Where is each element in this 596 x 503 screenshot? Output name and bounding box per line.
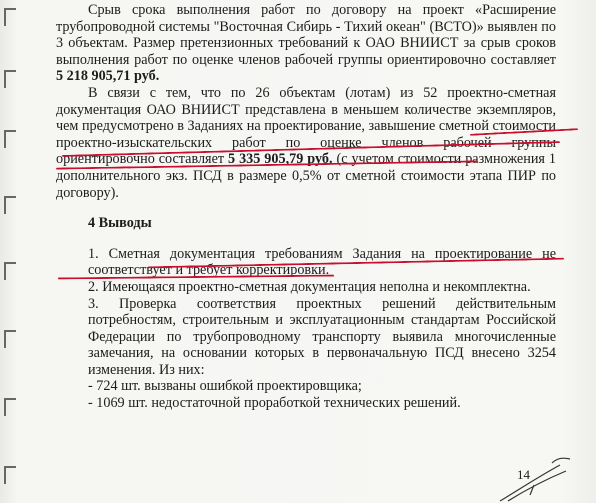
conclusion-item-2: 2. Имеющаяся проектно-сметная документация неполна и некомплектна. xyxy=(88,278,531,295)
paragraph-overprice-text: В связи с тем, что по 26 объектам (лотам) из 52 проектно-сметная документация ОАО ВНИИСТ представлена в меньшем количестве экземпляров, чем предусмотрено в Заданиях на проектирование, завышение сметной стоимости проектно-изыскательских работ по оценке членов рабочей группы ориентировочно составляет xyxy=(56,84,557,168)
paragraph-overprice-end: (с учетом стоимости размножения 1 дополнительного экз. ПСД в размере 0,5% от сметной стоимости этапа ПИР по договору). xyxy=(56,151,556,201)
section-heading: 4 Выводы xyxy=(88,215,152,232)
conclusion-item-3: 3. Проверка соответствия проектных решений действительным потребностям, строительным и эксплуатационным стандартам Российской Федерации по трубопроводному транспорту выявила многочисленные замечания, на основании которых в первоначальную ПСД внесено 3254 изменения. Из них: xyxy=(88,295,556,378)
page-number: 14 xyxy=(517,467,530,482)
binder-mark xyxy=(4,130,16,148)
binder-holes xyxy=(0,0,22,503)
amount-claims: 5 218 905,71 руб. xyxy=(56,68,160,85)
binder-mark xyxy=(4,70,16,88)
binder-mark xyxy=(4,262,16,280)
binder-mark xyxy=(4,330,16,348)
paragraph-delay xyxy=(56,2,556,85)
binder-mark xyxy=(4,398,16,416)
paragraph-delay-text: Срыв срока выполнения работ по договору на проект «Расширение трубопроводной системы "Восточная Сибирь - Тихий океан" (ВСТО)» выявлен по 3 объектам. Размер претензионных требований к ОАО ВНИИСТ за срыв сроков выполнения работ по оценке членов рабочей группы ориентировочно составляет xyxy=(56,2,556,68)
document-body xyxy=(56,2,556,412)
amount-overprice: 5 335 905,79 руб. xyxy=(228,151,333,168)
binder-mark xyxy=(4,8,16,26)
binder-mark xyxy=(4,466,16,484)
bullet-designer-errors: - 724 шт. вызваны ошибкой проектировщика; xyxy=(88,378,362,395)
conclusion-item-1: 1. Сметная документация требованиям Задания на проектирование не соответствует и требует корректировки. xyxy=(88,245,556,279)
signature-mark xyxy=(490,455,590,503)
bullet-technical-issues: - 1069 шт. недостаточной проработкой технических решений. xyxy=(88,395,461,412)
binder-mark xyxy=(4,196,16,214)
